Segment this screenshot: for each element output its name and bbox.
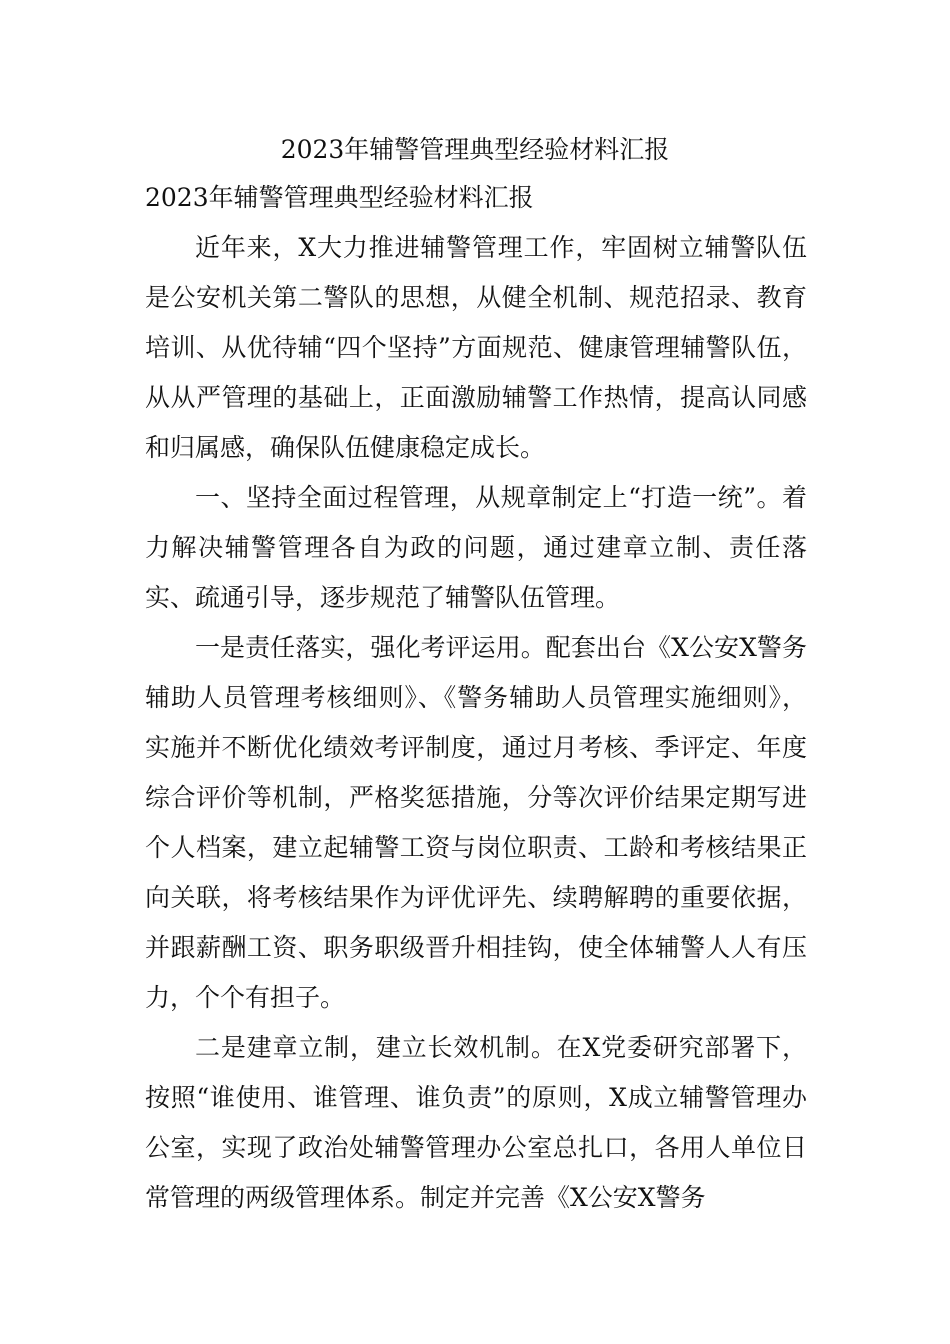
paragraph-point-two: 二是建章立制，建立长效机制。在X党委研究部署下，按照“谁使用、谁管理、谁负责”的原则，X成立辅警管理办公室，实现了政治处辅警管理办公室总扎口，各用人单位日常管理的两级管理体系。制定并完善《X公安X警务 <box>145 1033 807 1212</box>
paragraph-point-one: 一是责任落实，强化考评运用。配套出台《X公安X警务辅助人员管理考核细则》、《警务辅助人员管理实施细则》，实施并不断优化绩效考评制度，通过月考核、季评定、年度综合评价等机制，严格奖惩措施，分等次评价结果定期写进个人档案，建立起辅警工资与岗位职责、工龄和考核结果正向关联，将考核结果作为评优评先、续聘解聘的重要依据，并跟薪酬工资、职务职级晋升相挂钩，使全体辅警人人有压力，个个有担子。 <box>145 633 807 1012</box>
paragraph-section-one: 一、坚持全面过程管理，从规章制定上“打造一统”。着力解决辅警管理各自为政的问题，通过建章立制、责任落实、疏通引导，逐步规范了辅警队伍管理。 <box>145 483 807 612</box>
document-body <box>145 173 807 1223</box>
document-subtitle: 2023年辅警管理典型经验材料汇报 <box>145 183 534 212</box>
paragraph-intro: 近年来，X大力推进辅警管理工作，牢固树立辅警队伍是公安机关第二警队的思想，从健全机制、规范招录、教育培训、从优待辅“四个坚持”方面规范、健康管理辅警队伍，从从严管理的基础上，正面激励辅警工作热情，提高认同感和归属感，确保队伍健康稳定成长。 <box>145 233 807 462</box>
document-title: 2023年辅警管理典型经验材料汇报 <box>280 135 670 164</box>
